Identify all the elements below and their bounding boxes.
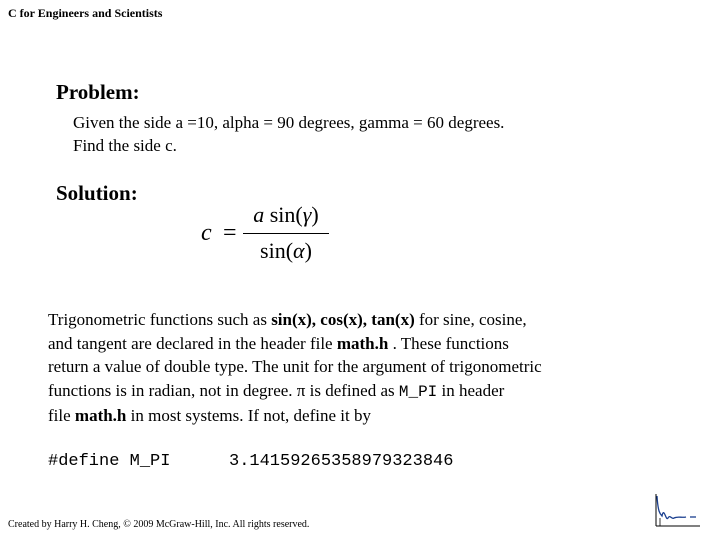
numerator-a: a <box>253 202 265 227</box>
define-line <box>48 452 454 471</box>
header-title: C for Engineers and Scientists <box>8 6 163 20</box>
body-text-fragment: Trigonometric functions such as <box>48 310 272 329</box>
formula-denominator <box>243 238 329 264</box>
numerator-fn: sin( <box>269 202 303 227</box>
numerator-close: ) <box>311 202 319 227</box>
problem-text <box>73 111 504 157</box>
body-text-fragment: functions is in radian, not in degree. π is defined as <box>48 380 399 400</box>
body-line-2 <box>48 332 688 356</box>
macro-name: M_PI <box>398 382 438 401</box>
function-names: sin(x), cos(x), tan(x) <box>271 310 415 329</box>
body-text-fragment: for sine, cosine, <box>414 310 527 329</box>
header-file-name: math.h <box>74 406 127 426</box>
define-value: 3.14159265358979323846 <box>229 452 454 471</box>
formula-lhs: c <box>201 220 212 246</box>
denominator-fn: sin( <box>260 238 294 263</box>
publisher-logo-icon <box>652 492 702 530</box>
body-text-fragment: . These functions <box>388 333 509 353</box>
solution-heading: Solution: <box>56 181 138 205</box>
body-line-4 <box>48 379 688 405</box>
body-line-3: return a value of double type. The unit for the argument of trigonometric <box>48 357 542 377</box>
define-directive: #define M_PI <box>48 452 171 471</box>
body-line-5 <box>48 404 688 428</box>
problem-heading: Problem: <box>56 80 140 104</box>
body-text-fragment: in header <box>437 380 505 400</box>
formula-numerator <box>243 202 329 228</box>
formula-equals: = <box>223 220 237 246</box>
denominator-var: α <box>293 238 305 263</box>
problem-line-1: Given the side a =10, alpha = 90 degrees, gamma = 60 degrees. <box>73 113 505 132</box>
body-text-fragment: and tangent are declared in the header file <box>48 333 337 353</box>
numerator-var: γ <box>302 202 312 227</box>
denominator-close: ) <box>304 238 312 263</box>
footer-copyright: Created by Harry H. Cheng, © 2009 McGraw-Hill, Inc. All rights reserved. <box>8 519 310 530</box>
body-text-fragment: in most systems. If not, define it by <box>126 406 371 426</box>
problem-line-2: Find the side c. <box>73 136 177 155</box>
body-text-fragment: file <box>48 406 75 426</box>
body-paragraph <box>48 308 688 428</box>
fraction-bar <box>243 233 329 234</box>
header-file-name: math.h <box>336 333 389 353</box>
body-line-1 <box>48 308 688 332</box>
